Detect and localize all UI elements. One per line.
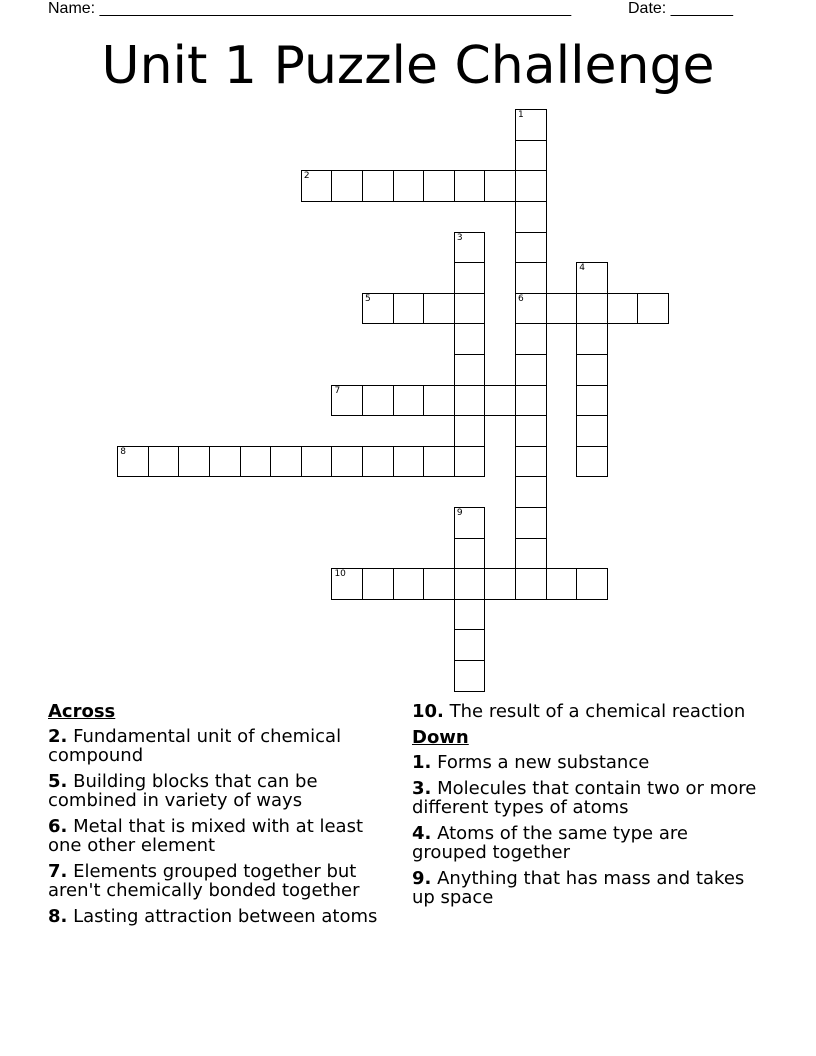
clue-across-6 [48, 817, 393, 855]
grid-cell[interactable] [546, 293, 578, 325]
grid-cell[interactable] [454, 660, 486, 692]
grid-cell[interactable] [515, 262, 547, 294]
clue-number: 6. [48, 816, 68, 837]
clue-number: 2. [48, 726, 68, 747]
grid-cell[interactable] [454, 293, 486, 325]
grid-cell[interactable] [423, 568, 455, 600]
clue-text: Building blocks that can be combined in variety of ways [48, 771, 318, 811]
grid-cell[interactable] [301, 170, 333, 202]
grid-cell[interactable] [607, 293, 639, 325]
clue-text: Anything that has mass and takes up space [412, 868, 745, 908]
clue-text: Lasting attraction between atoms [73, 906, 378, 927]
grid-cell[interactable] [117, 446, 149, 478]
grid-cell[interactable] [454, 629, 486, 661]
grid-cell[interactable] [454, 507, 486, 539]
grid-cell[interactable] [423, 385, 455, 417]
cell-number: 7 [334, 385, 341, 396]
grid-cell[interactable] [515, 323, 547, 355]
grid-cell[interactable] [576, 385, 608, 417]
grid-cell[interactable] [178, 446, 210, 478]
grid-cell[interactable] [576, 293, 608, 325]
grid-cell[interactable] [423, 293, 455, 325]
grid-cell[interactable] [331, 568, 363, 600]
cell-number: 4 [579, 263, 585, 274]
grid-cell[interactable] [454, 568, 486, 600]
clue-number: 3. [412, 778, 432, 799]
grid-cell[interactable] [576, 354, 608, 386]
clue-text: The result of a chemical reaction [449, 701, 746, 722]
grid-cell[interactable] [393, 293, 425, 325]
grid-cell[interactable] [454, 385, 486, 417]
grid-cell[interactable] [454, 232, 486, 264]
grid-cell[interactable] [515, 538, 547, 570]
clue-across-2 [48, 727, 393, 765]
clue-text: Molecules that contain two or more different types of atoms [412, 778, 757, 818]
grid-cell[interactable] [423, 170, 455, 202]
grid-cell[interactable] [362, 170, 394, 202]
grid-cell[interactable] [484, 385, 516, 417]
grid-cell[interactable] [515, 201, 547, 233]
grid-cell[interactable] [576, 446, 608, 478]
page-title: Unit 1 Puzzle Challenge [101, 36, 715, 96]
clue-text: Fundamental unit of chemical compound [48, 726, 342, 766]
grid-cell[interactable] [393, 170, 425, 202]
clue-down-1 [412, 753, 757, 772]
grid-cell[interactable] [576, 323, 608, 355]
grid-cell[interactable] [546, 568, 578, 600]
clue-text: Elements grouped together but aren't chemically bonded together [48, 861, 360, 901]
grid-cell[interactable] [393, 385, 425, 417]
grid-cell[interactable] [637, 293, 669, 325]
grid-cell[interactable] [209, 446, 241, 478]
cell-number: 6 [518, 293, 524, 304]
grid-cell[interactable] [331, 446, 363, 478]
clue-down-9 [412, 869, 757, 907]
clues-column-right [412, 702, 757, 914]
cell-number: 9 [456, 508, 463, 519]
grid-cell[interactable] [515, 415, 547, 447]
grid-cell[interactable] [454, 323, 486, 355]
grid-cell[interactable] [331, 385, 363, 417]
grid-cell[interactable] [576, 415, 608, 447]
clue-text: Forms a new substance [437, 752, 650, 773]
grid-cell[interactable] [362, 568, 394, 600]
grid-cell[interactable] [240, 446, 272, 478]
clue-across-5 [48, 772, 393, 810]
across-heading: Across [48, 701, 116, 722]
grid-cell[interactable] [423, 446, 455, 478]
grid-cell[interactable] [515, 354, 547, 386]
grid-cell[interactable] [454, 170, 486, 202]
grid-cell[interactable] [515, 232, 547, 264]
clue-number: 4. [412, 823, 432, 844]
grid-cell[interactable] [515, 293, 547, 325]
grid-cell[interactable] [362, 385, 394, 417]
clue-across-10 [412, 702, 757, 721]
grid-cell[interactable] [270, 446, 302, 478]
date-field[interactable]: Date: _______ [628, 0, 733, 17]
grid-cell[interactable] [576, 262, 608, 294]
cell-number: 8 [120, 446, 126, 457]
grid-cell[interactable] [454, 354, 486, 386]
clue-number: 5. [48, 771, 68, 792]
grid-cell[interactable] [301, 446, 333, 478]
grid-cell[interactable] [515, 568, 547, 600]
grid-cell[interactable] [515, 385, 547, 417]
clue-text: Atoms of the same type are grouped together [412, 823, 688, 863]
cell-number: 2 [303, 171, 310, 182]
grid-cell[interactable] [454, 446, 486, 478]
cell-number: 1 [518, 110, 524, 121]
grid-cell[interactable] [393, 568, 425, 600]
down-heading: Down [412, 727, 469, 748]
cell-number: 3 [456, 232, 463, 243]
clue-number: 7. [48, 861, 68, 882]
clue-number: 10. [412, 701, 444, 722]
name-field[interactable]: Name: _____________________________________________________ [48, 0, 572, 17]
grid-cell[interactable] [484, 170, 516, 202]
grid-cell[interactable] [148, 446, 180, 478]
grid-cell[interactable] [454, 599, 486, 631]
clue-number: 1. [412, 752, 432, 773]
grid-cell[interactable] [454, 538, 486, 570]
grid-cell[interactable] [393, 446, 425, 478]
grid-cell[interactable] [515, 140, 547, 172]
grid-cell[interactable] [362, 293, 394, 325]
grid-cell[interactable] [362, 446, 394, 478]
clue-text: Metal that is mixed with at least one other element [48, 816, 364, 856]
cell-number: 5 [365, 293, 371, 304]
cell-number: 10 [334, 569, 346, 580]
grid-cell[interactable] [515, 476, 547, 508]
grid-cell[interactable] [515, 446, 547, 478]
grid-cell[interactable] [454, 262, 486, 294]
grid-cell[interactable] [484, 568, 516, 600]
grid-cell[interactable] [454, 415, 486, 447]
clue-number: 8. [48, 906, 68, 927]
grid-cell[interactable] [515, 170, 547, 202]
clue-across-7 [48, 862, 393, 900]
grid-cell[interactable] [515, 109, 547, 141]
grid-cell[interactable] [331, 170, 363, 202]
clue-down-4 [412, 824, 757, 862]
clue-down-3 [412, 779, 757, 817]
grid-cell[interactable] [576, 568, 608, 600]
clues-column-left [48, 702, 393, 933]
clue-number: 9. [412, 868, 432, 889]
grid-cell[interactable] [515, 507, 547, 539]
clue-across-8 [48, 907, 393, 926]
